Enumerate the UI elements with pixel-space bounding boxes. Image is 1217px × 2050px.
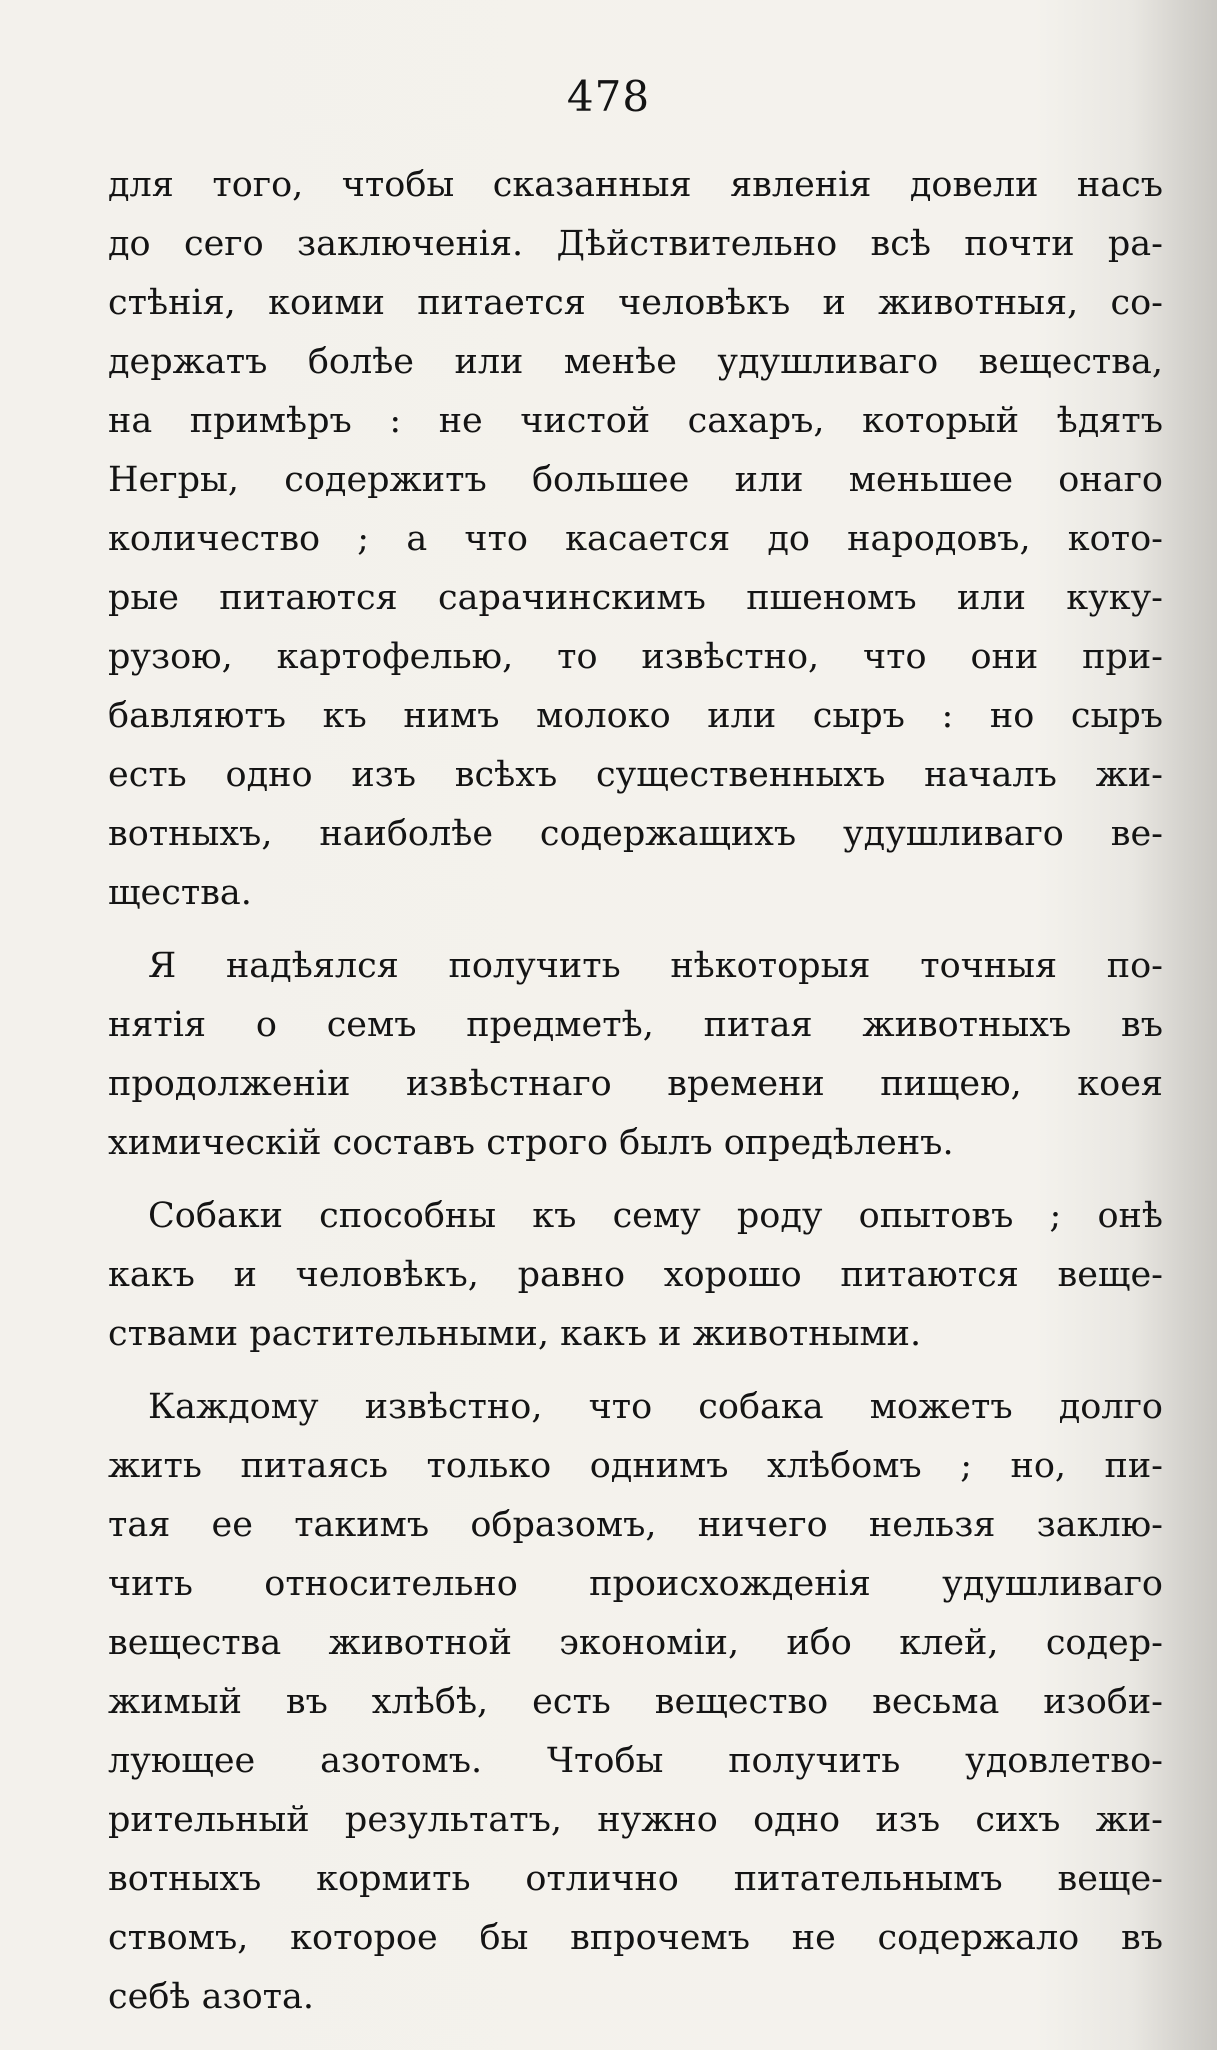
- text-line: Каждому извѣстно, что собака можетъ долго: [148, 1387, 1163, 1427]
- paragraph-1: [108, 156, 1163, 923]
- text-line: ствомъ, которое бы впрочемъ не содержало въ: [108, 1918, 1163, 1958]
- text-line: нятія о семъ предметѣ, питая животныхъ въ: [108, 1005, 1163, 1045]
- text-line: тая ее такимъ образомъ, ничего нельзя заклю-: [108, 1505, 1163, 1545]
- text-line: для того, чтобы сказанныя явленія довели насъ: [108, 165, 1163, 205]
- text-line: есть одно изъ всѣхъ существенныхъ началъ жи-: [108, 755, 1163, 795]
- text-line: ствами растительными, какъ и животными.: [108, 1314, 922, 1354]
- text-line: продолженіи извѣстнаго времени пищею, коея: [108, 1064, 1163, 1104]
- paragraph-4: [108, 1378, 1163, 2027]
- text-line: щества.: [108, 873, 252, 913]
- text-line: вещества животной экономіи, ибо клей, содер-: [108, 1623, 1163, 1663]
- text-line: Я надѣялся получить нѣкоторыя точныя по-: [148, 946, 1163, 986]
- text-line: рузою, картофелью, то извѣстно, что они при-: [108, 637, 1163, 677]
- text-line: жимый въ хлѣбѣ, есть вещество весьма изоби-: [108, 1682, 1163, 1722]
- text-line: рительный результатъ, нужно одно изъ сихъ жи-: [108, 1800, 1163, 1840]
- text-line: вотныхъ, наиболѣе содержащихъ удушливаго ве-: [108, 814, 1163, 854]
- text-line: количество ; а что касается до народовъ, кото-: [108, 519, 1163, 559]
- page-number: 478: [566, 72, 651, 121]
- paragraph-2: [108, 937, 1163, 1173]
- text-line: химическій составъ строго былъ опредѣленъ.: [108, 1123, 954, 1163]
- text-line: Негры, содержитъ большее или меньшее онаго: [108, 460, 1163, 500]
- text-line: жить питаясь только однимъ хлѣбомъ ; но, пи-: [108, 1446, 1163, 1486]
- text-line: какъ и человѣкъ, равно хорошо питаются веще-: [108, 1255, 1163, 1295]
- text-line: на примѣръ : не чистой сахаръ, который ѣдятъ: [108, 401, 1163, 441]
- text-line: себѣ азота.: [108, 1977, 315, 2017]
- text-line: чить относительно происхожденія удушливаго: [108, 1564, 1163, 1604]
- text-line: до сего заключенія. Дѣйствительно всѣ почти ра-: [108, 224, 1163, 264]
- paragraph-3: [108, 1187, 1163, 1364]
- text-line: Собаки способны къ сему роду опытовъ ; онѣ: [148, 1196, 1163, 1236]
- text-line: стѣнія, коими питается человѣкъ и животныя, со-: [108, 283, 1163, 323]
- text-line: бавляютъ къ нимъ молоко или сыръ : но сыръ: [108, 696, 1163, 736]
- text-line: вотныхъ кормить отлично питательнымъ веще-: [108, 1859, 1163, 1899]
- body-text: [108, 156, 1163, 2027]
- text-line: держатъ болѣе или менѣе удушливаго вещества,: [108, 342, 1163, 382]
- text-line: рые питаются сарачинскимъ пшеномъ или куку-: [108, 578, 1163, 618]
- text-line: лующее азотомъ. Чтобы получить удовлетво-: [108, 1741, 1163, 1781]
